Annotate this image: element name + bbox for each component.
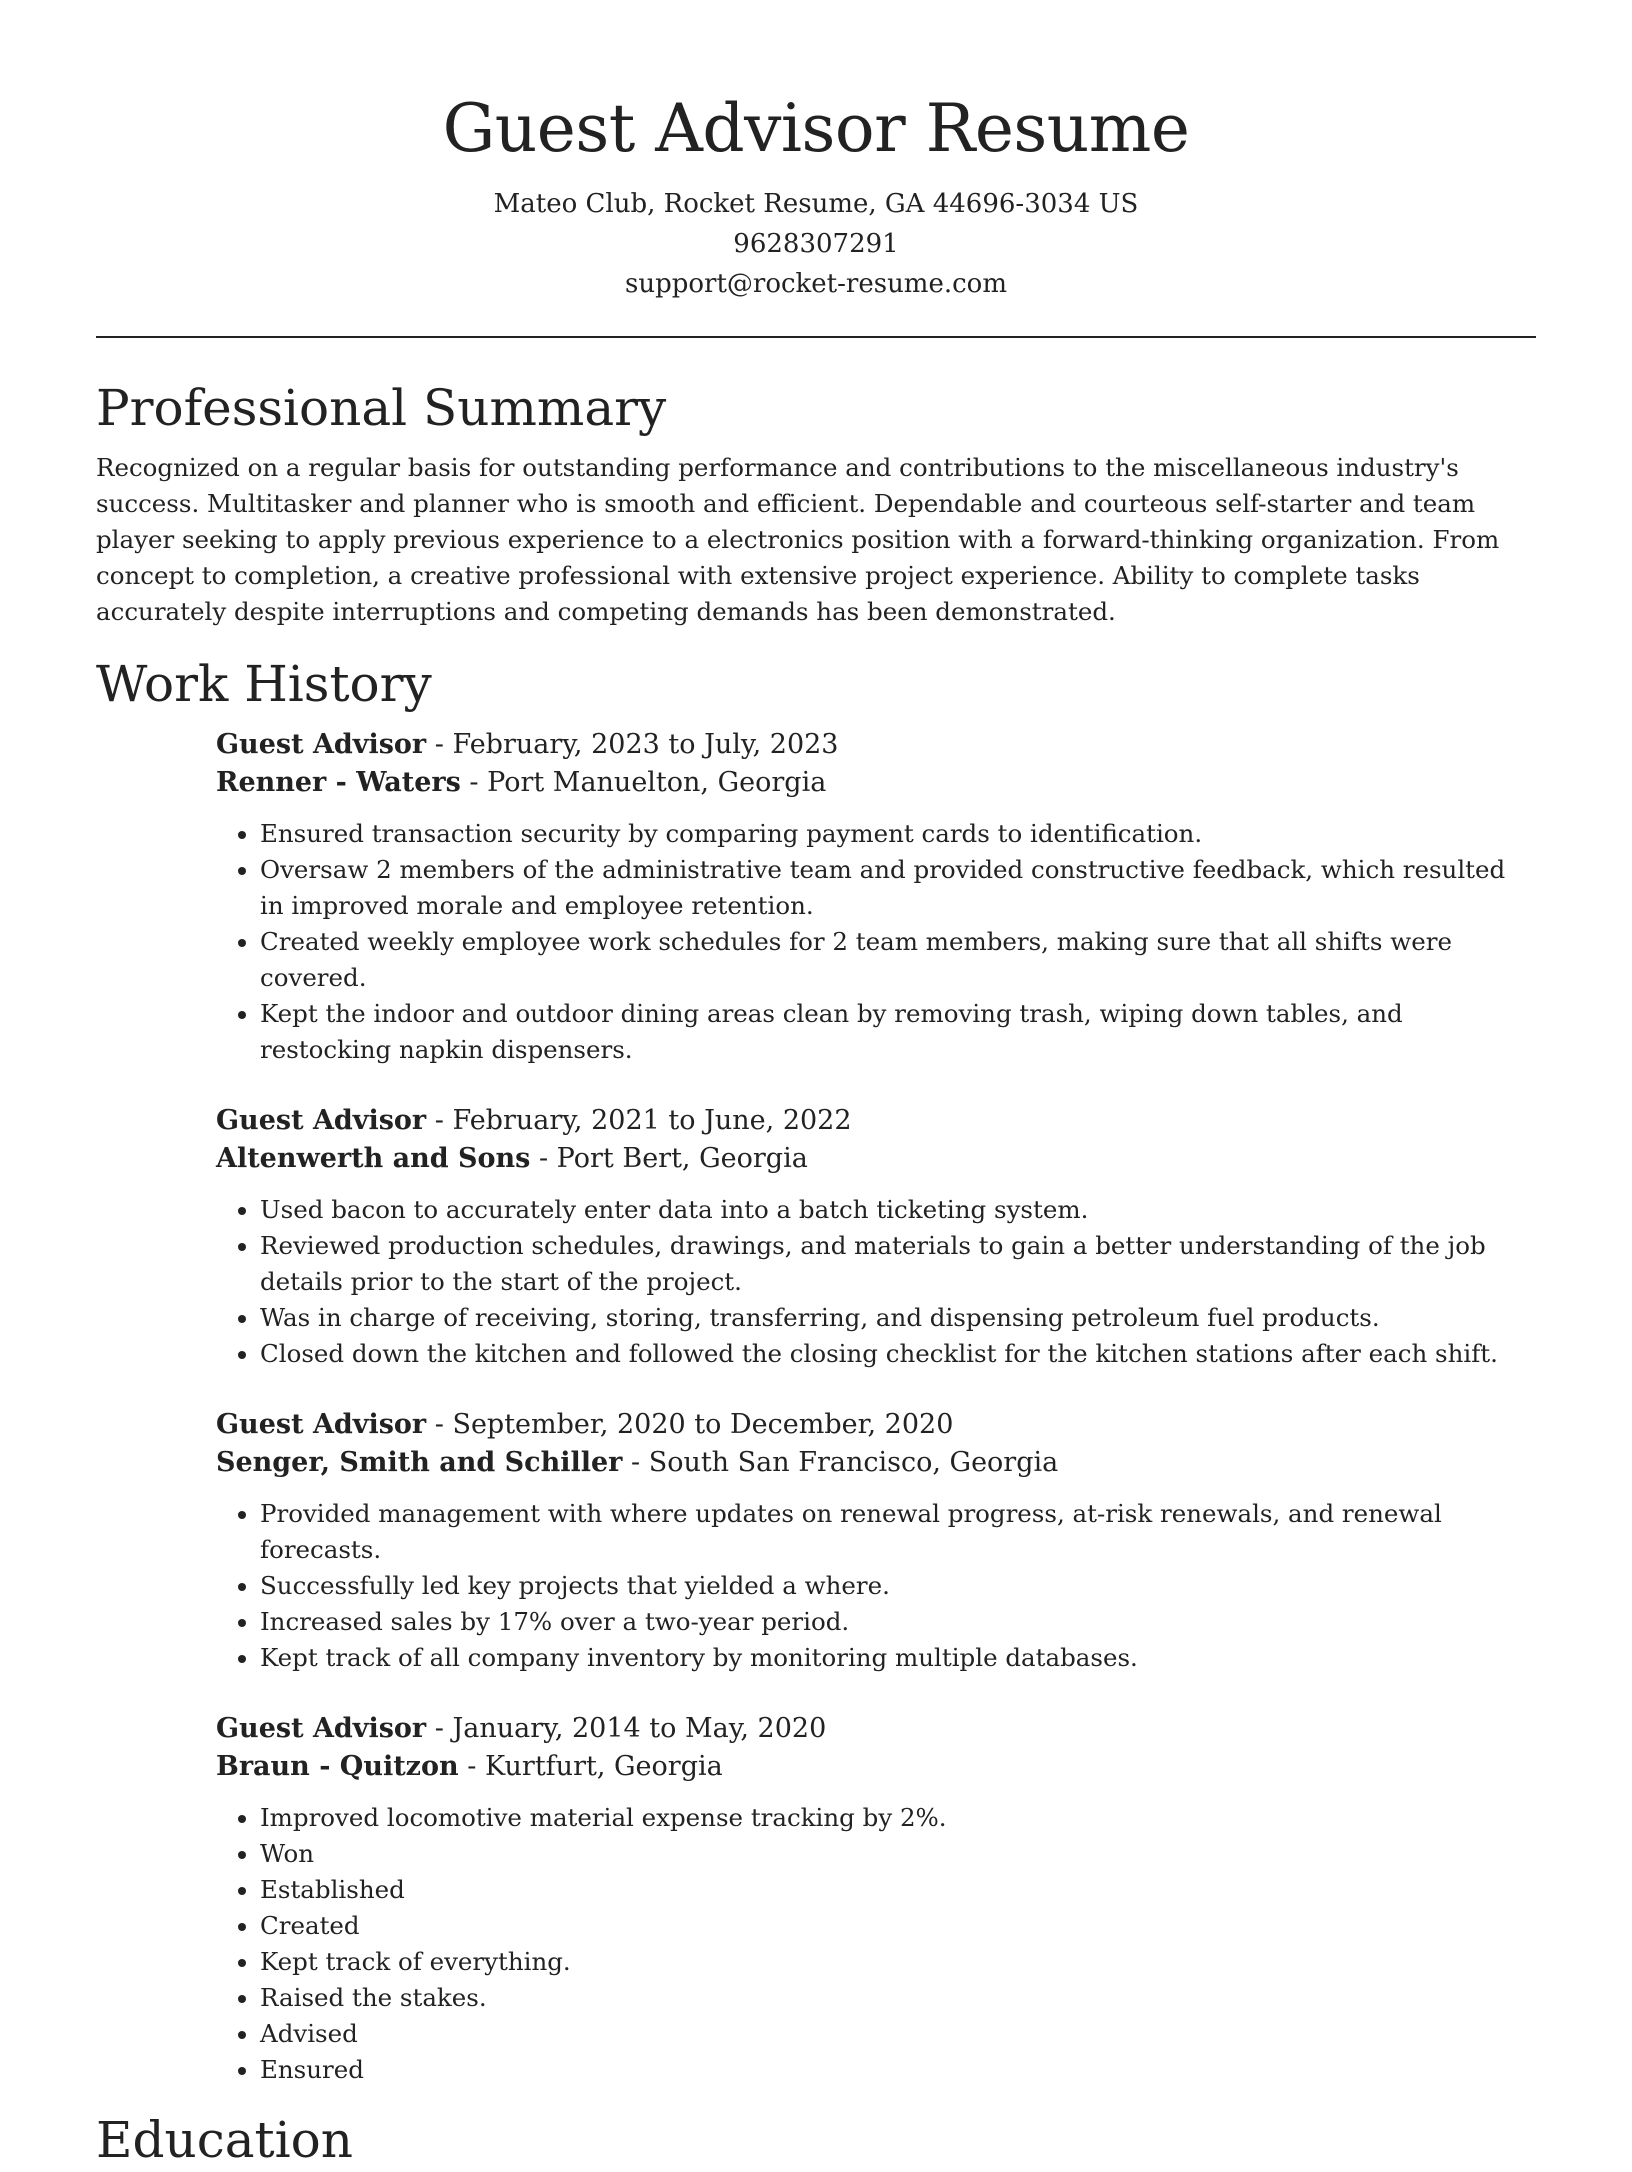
job-bullet: • Kept the indoor and outdoor dining areas clean by removing trash, wiping down tables, and restocking napkin dispensers. [260,996,1536,1068]
job-company-line [216,1748,1536,1786]
job-bullet: • Oversaw 2 members of the administrative team and provided constructive feedback, which resulted in improved morale and employee retention. [260,852,1536,924]
job-company-line [216,1140,1536,1178]
job-bullet: • Successfully led key projects that yielded a where. [260,1568,1536,1604]
job-company: Braun - Quitzon [216,1751,459,1782]
work-history-section [96,652,1536,2088]
job-bullet: • Won [260,1836,1536,1872]
job-company: Altenwerth and Sons [216,1143,531,1174]
job-bullet: • Ensured [260,2052,1536,2088]
job-bullet: • Used bacon to accurately enter data into a batch ticketing system. [260,1192,1536,1228]
job-dates: - January, 2014 to May, 2020 [426,1713,827,1744]
job-dates: - February, 2023 to July, 2023 [426,729,839,760]
job-dates: - February, 2021 to June, 2022 [426,1105,852,1136]
job-bullet: • Provided management with where updates on renewal progress, at-risk renewals, and renewal forecasts. [260,1496,1536,1568]
job-location: - South San Francisco, Georgia [622,1447,1059,1478]
professional-summary-heading: Professional Summary [96,379,667,437]
job-title-line [216,1710,1536,1748]
job-title: Guest Advisor [216,729,427,760]
header-divider [96,336,1536,338]
job-title: Guest Advisor [216,1713,427,1744]
job-entry [216,1102,1536,1372]
job-entry [216,726,1536,1068]
job-location: - Port Manuelton, Georgia [460,767,827,798]
education-section [96,2108,1536,2172]
job-title-line [216,1102,1536,1140]
contact-address: Mateo Club, Rocket Resume, GA 44696-3034 US [493,189,1139,219]
resume-page [96,0,1536,2172]
job-bullet: • Raised the stakes. [260,1980,1536,2016]
job-bullet: • Improved locomotive material expense tracking by 2%. [260,1800,1536,1836]
job-company: Renner - Waters [216,767,461,798]
education-heading: Education [96,2111,353,2169]
job-dates: - September, 2020 to December, 2020 [426,1409,954,1440]
job-bullet-list [216,816,1536,1068]
job-bullet: • Advised [260,2016,1536,2052]
job-location: - Kurtfurt, Georgia [458,1751,723,1782]
job-bullet-list [216,1800,1536,2088]
job-bullet: • Kept track of everything. [260,1944,1536,1980]
resume-title: Guest Advisor Resume [442,90,1190,167]
job-title-line [216,726,1536,764]
job-bullet-list [216,1496,1536,1676]
job-bullet: • Established [260,1872,1536,1908]
professional-summary-text: Recognized on a regular basis for outstanding performance and contributions to the miscellaneous industry's success. Multitasker and planner who is smooth and efficient. Dependable and courteous self-starter and team player seeking to apply previous experience to a electronics position with a forward-thinking organization. From concept to completion, a creative professional with extensive project experience. Ability to complete tasks accurately despite interruptions and competing demands has been demonstrated. [96,453,1500,626]
job-bullet: • Closed down the kitchen and followed the closing checklist for the kitchen stations after each shift. [260,1336,1536,1372]
job-title: Guest Advisor [216,1105,427,1136]
job-bullet: • Ensured transaction security by comparing payment cards to identification. [260,816,1536,852]
job-company-line [216,764,1536,802]
job-entry [216,1406,1536,1676]
resume-header [96,0,1536,304]
job-bullet: • Reviewed production schedules, drawings, and materials to gain a better understanding of the job details prior to the start of the project. [260,1228,1536,1300]
job-entry [216,1710,1536,2088]
job-bullet-list [216,1192,1536,1372]
job-bullet: • Created weekly employee work schedules for 2 team members, making sure that all shifts were covered. [260,924,1536,996]
job-title-line [216,1406,1536,1444]
job-company: Senger, Smith and Schiller [216,1447,623,1478]
job-bullet: • Kept track of all company inventory by monitoring multiple databases. [260,1640,1536,1676]
job-bullet: • Increased sales by 17% over a two-year period. [260,1604,1536,1640]
contact-email: support@rocket-resume.com [624,269,1007,299]
work-history-heading: Work History [96,655,432,713]
job-company-line [216,1444,1536,1482]
job-location: - Port Bert, Georgia [530,1143,808,1174]
job-bullet: • Was in charge of receiving, storing, transferring, and dispensing petroleum fuel products. [260,1300,1536,1336]
professional-summary-section [96,376,1536,630]
job-bullet: • Created [260,1908,1536,1944]
contact-phone: 9628307291 [733,229,899,259]
job-title: Guest Advisor [216,1409,427,1440]
